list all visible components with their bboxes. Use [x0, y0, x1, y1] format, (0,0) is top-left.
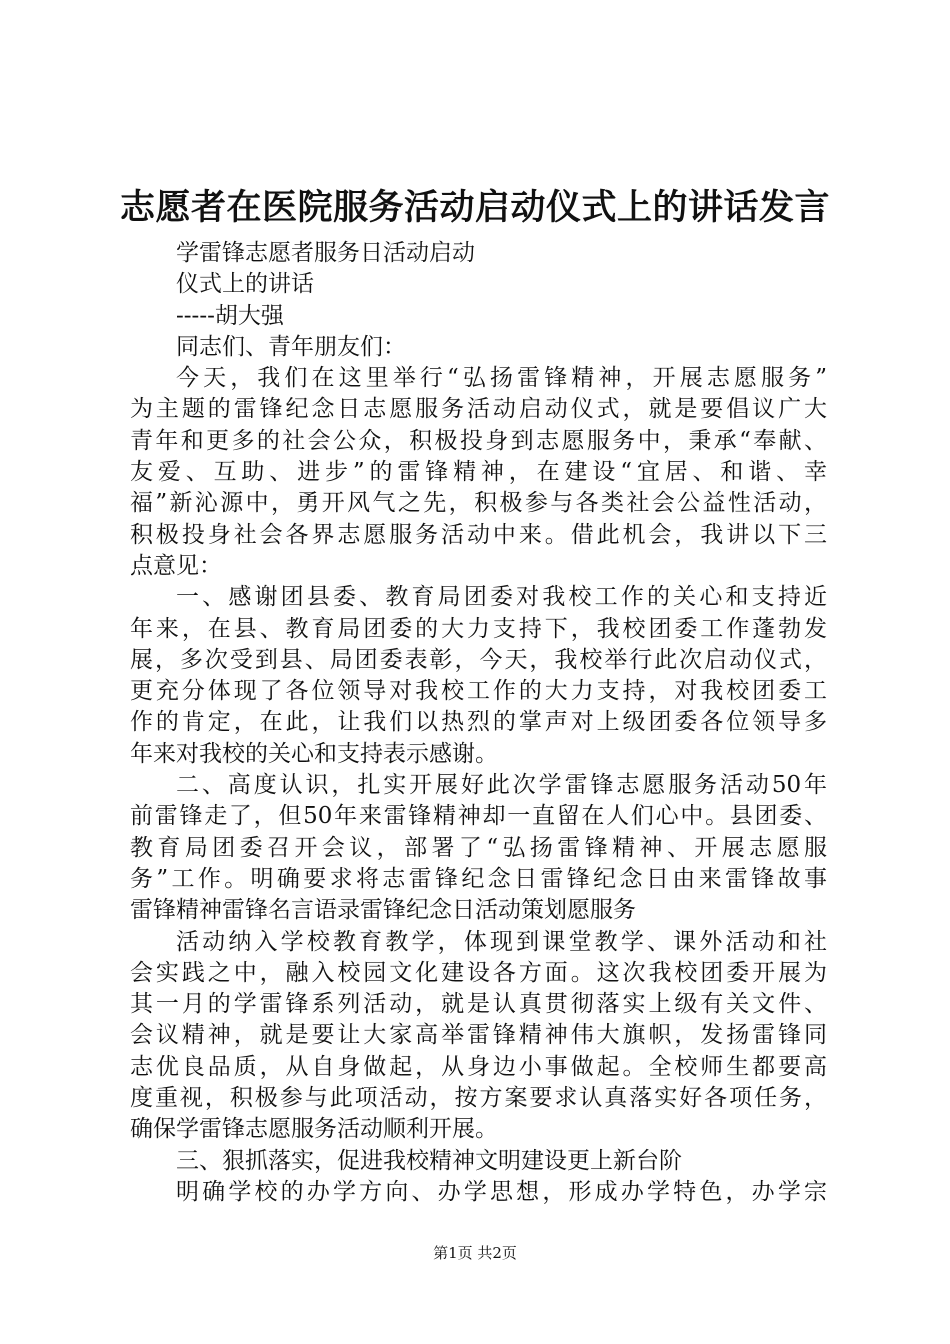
text-line: 活动纳入学校教育教学，体现到课堂教学、课外活动和社: [176, 928, 827, 955]
text-line: 福”新沁源中，勇开风气之先，积极参与各类社会公益性活动，: [130, 490, 827, 517]
page-number: 第1页 共2页: [433, 1244, 517, 1262]
text-line: 点意见：: [130, 552, 222, 579]
text-line: -----胡大强: [176, 302, 284, 329]
text-line: 教育局团委召开会议，部署了“弘扬雷锋精神、开展志愿服: [130, 834, 827, 861]
text-line: 积极投身社会各界志愿服务活动中来。借此机会，我讲以下三: [130, 521, 827, 548]
text-line: 三、狠抓落实，促进我校精神文明建设更上新台阶: [176, 1147, 682, 1174]
text-line: 雷锋精神雷锋名言语录雷锋纪念日活动策划愿服务: [130, 897, 636, 924]
text-line: 其一月的学雷锋系列活动，就是认真贯彻落实上级有关文件、: [130, 991, 827, 1018]
text-line: 会议精神，就是要让大家高举雷锋精神伟大旗帜，发扬雷锋同: [130, 1022, 827, 1049]
text-line: 展，多次受到县、局团委表彰，今天，我校举行此次启动仪式，: [130, 646, 827, 673]
text-line: 同志们、青年朋友们：: [176, 333, 406, 360]
text-line: 度重视，积极参与此项活动，按方案要求认真落实好各项任务，: [130, 1085, 827, 1112]
text-line: 仪式上的讲话: [176, 271, 314, 298]
text-line: 会实践之中，融入校园文化建设各方面。这次我校团委开展为: [130, 959, 827, 986]
text-line: 一、感谢团县委、教育局团委对我校工作的关心和支持近: [176, 584, 827, 611]
text-line: 青年和更多的社会公众，积极投身到志愿服务中，秉承“奉献、: [130, 427, 827, 454]
document-title: 志愿者在医院服务活动启动仪式上的讲话发言: [119, 187, 830, 228]
document-body: [130, 238, 827, 1208]
text-line: 学雷锋志愿者服务日活动启动: [176, 240, 475, 266]
text-line: 今天，我们在这里举行“弘扬雷锋精神，开展志愿服务”: [176, 365, 827, 392]
text-line: 为主题的雷锋纪念日志愿服务活动启动仪式，就是要倡议广大: [130, 396, 827, 423]
text-line: 年来，在县、教育局团委的大力支持下，我校团委工作蓬勃发: [130, 615, 827, 642]
text-line: 明确学校的办学方向、办学思想，形成办学特色，办学宗: [176, 1178, 827, 1205]
text-line: 务”工作。明确要求将志雷锋纪念日雷锋纪念日由来雷锋故事: [130, 865, 827, 892]
text-line: 二、高度认识，扎实开展好此次学雷锋志愿服务活动50年: [176, 772, 827, 799]
text-line: 更充分体现了各位领导对我校工作的大力支持，对我校团委工: [130, 678, 827, 705]
text-line: 作的肯定，在此，让我们以热烈的掌声对上级团委各位领导多: [130, 709, 827, 736]
text-line: 志优良品质，从自身做起，从身边小事做起。全校师生都要高: [130, 1053, 827, 1080]
text-line: 年来对我校的关心和支持表示感谢。: [130, 740, 498, 767]
text-line: 确保学雷锋志愿服务活动顺利开展。: [130, 1116, 498, 1143]
text-line: 前雷锋走了，但50年来雷锋精神却一直留在人们心中。县团委、: [130, 803, 827, 830]
text-line: 友爱、互助、进步”的雷锋精神，在建设“宜居、和谐、幸: [130, 459, 827, 486]
